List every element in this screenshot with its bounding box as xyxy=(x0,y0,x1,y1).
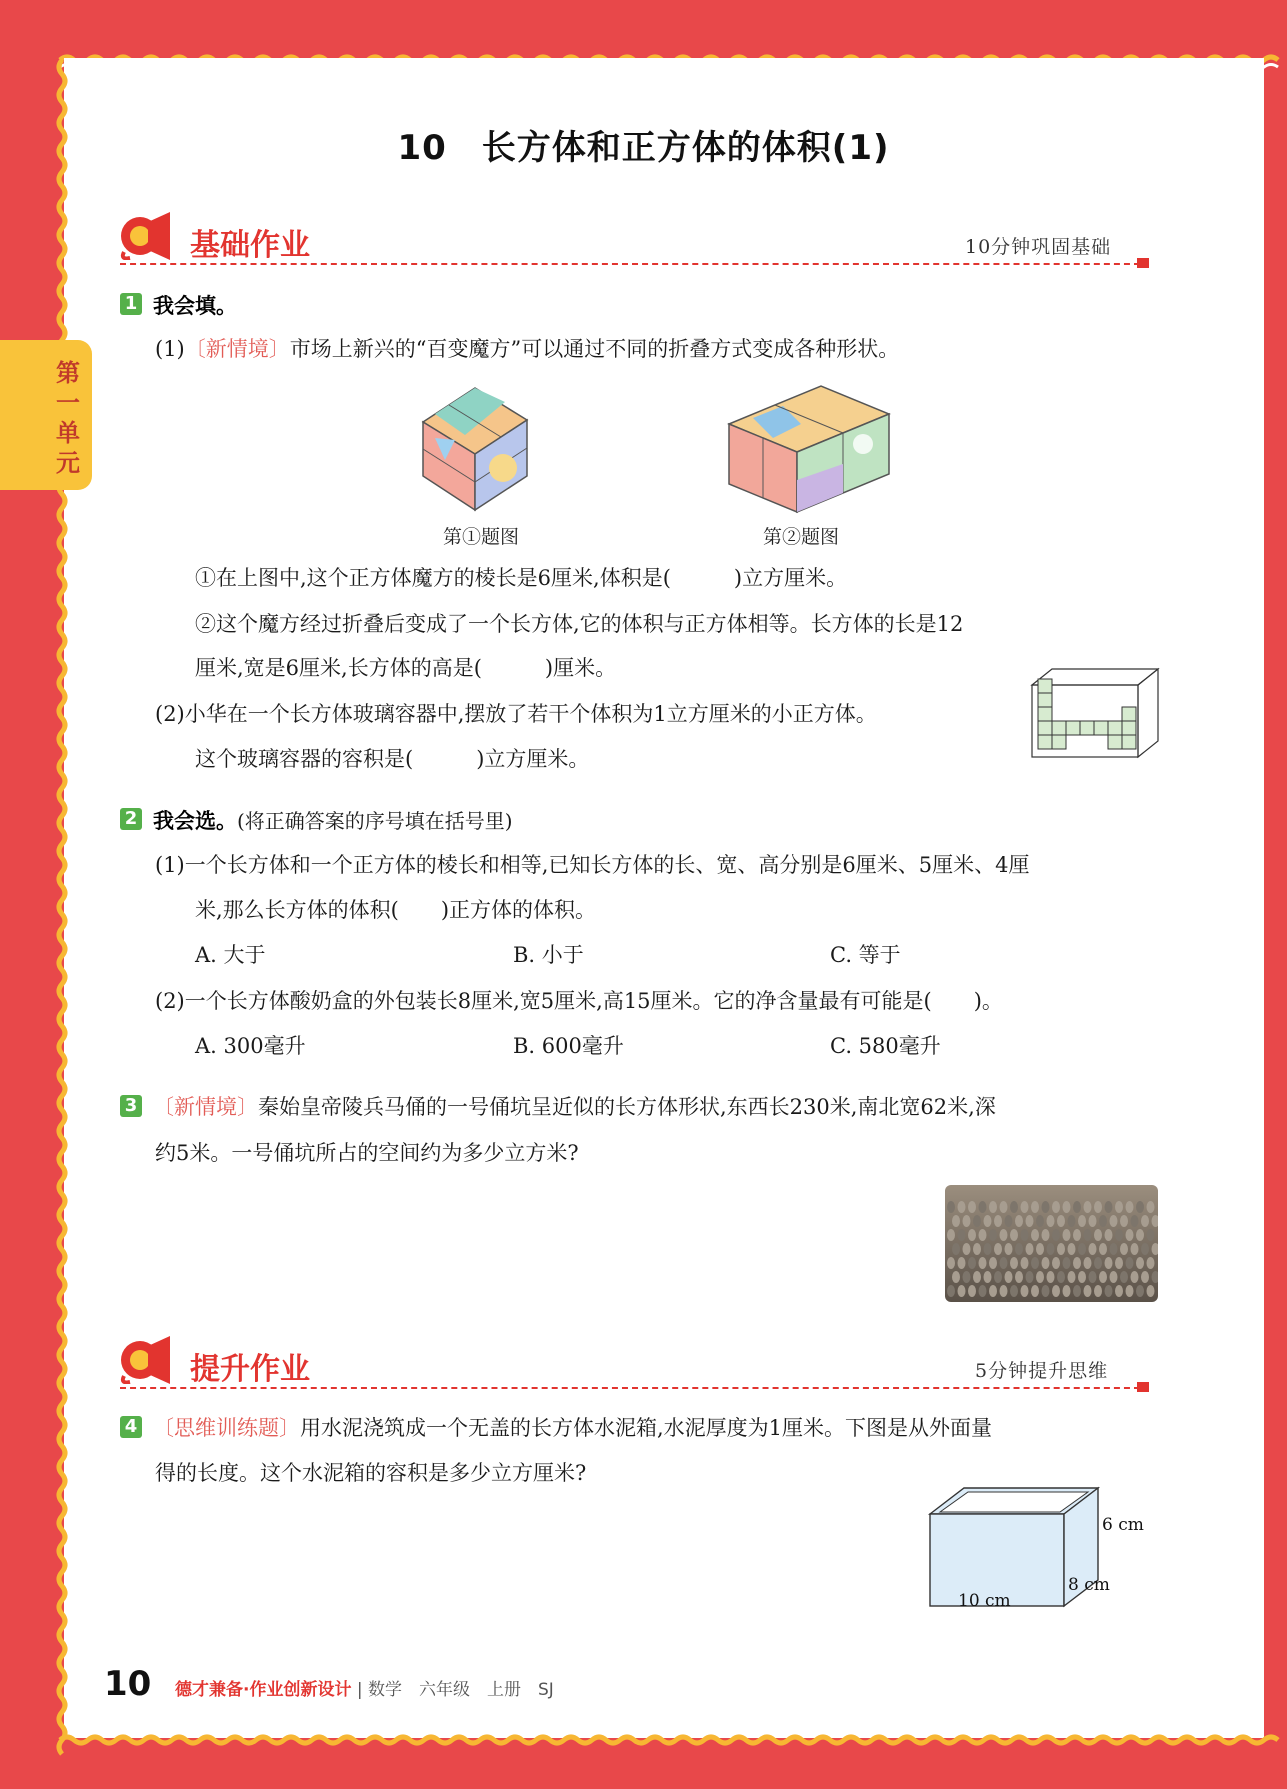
warrior-figure xyxy=(963,1271,971,1283)
footer-separator: | xyxy=(351,1680,369,1700)
warrior-figure xyxy=(1131,1243,1139,1255)
warrior-figure xyxy=(994,1243,1002,1255)
warrior-figure xyxy=(1052,1285,1060,1297)
warrior-figure xyxy=(1115,1257,1123,1269)
q1-part1-text: 市场上新兴的“百变魔方”可以通过不同的折叠方式变成各种形状。 xyxy=(289,337,900,361)
warrior-figure xyxy=(1099,1271,1107,1283)
warrior-figure xyxy=(1010,1285,1018,1297)
warrior-figure xyxy=(1057,1243,1065,1255)
warrior-figure xyxy=(1042,1201,1050,1213)
warrior-figure xyxy=(1068,1271,1076,1283)
advanced-section-divider xyxy=(120,1387,1140,1389)
warrior-figure xyxy=(1047,1215,1055,1227)
warrior-figure xyxy=(1136,1285,1144,1297)
warrior-figure xyxy=(1021,1229,1029,1241)
warrior-figure xyxy=(1126,1257,1134,1269)
warrior-figure xyxy=(1036,1215,1044,1227)
q2-label-note: (将正确答案的序号填在括号里) xyxy=(237,809,513,833)
warrior-figure xyxy=(1105,1229,1113,1241)
warrior-figure xyxy=(1141,1243,1149,1255)
unit-side-tab xyxy=(0,340,92,490)
divider-end-marker xyxy=(1137,1382,1149,1392)
advanced-section-note: 5分钟提升思维 xyxy=(975,1360,1109,1382)
warrior-figure xyxy=(1136,1229,1144,1241)
warrior-figure xyxy=(1120,1215,1128,1227)
warrior-figure xyxy=(1094,1201,1102,1213)
warrior-figure xyxy=(1073,1285,1081,1297)
warrior-figure xyxy=(979,1201,987,1213)
warrior-figure xyxy=(1094,1229,1102,1241)
warrior-figure xyxy=(1010,1201,1018,1213)
warrior-figure xyxy=(1073,1257,1081,1269)
warrior-figure xyxy=(1105,1201,1113,1213)
advanced-section-heading: 提升作业 xyxy=(190,1352,310,1387)
warrior-figure xyxy=(1094,1257,1102,1269)
warrior-figure xyxy=(1005,1215,1013,1227)
question-number-4: 4 xyxy=(120,1416,142,1438)
warrior-figure xyxy=(1099,1243,1107,1255)
warrior-figure xyxy=(1136,1257,1144,1269)
unit-side-tab-label: 第一单元 xyxy=(56,359,80,477)
warrior-figure xyxy=(1110,1243,1118,1255)
q1-part1-prefix: (1) xyxy=(155,337,185,361)
q2-heading xyxy=(153,805,513,836)
warrior-figure xyxy=(1000,1257,1008,1269)
warrior-figure xyxy=(1105,1257,1113,1269)
page-number: 10 xyxy=(104,1664,152,1704)
q2-part1-option-c: C. 等于 xyxy=(830,943,901,967)
warrior-figure xyxy=(1052,1229,1060,1241)
warrior-figure xyxy=(968,1257,976,1269)
warrior-figure xyxy=(1131,1215,1139,1227)
warrior-figure xyxy=(968,1201,976,1213)
warrior-figure xyxy=(1047,1243,1055,1255)
warrior-figure xyxy=(1000,1285,1008,1297)
box-length-label: 10 cm xyxy=(958,1591,1011,1611)
warrior-figure xyxy=(1110,1215,1118,1227)
q4-text-a-content: 用水泥浇筑成一个无盖的长方体水泥箱,水泥厚度为1厘米。下图是从外面量 xyxy=(300,1416,993,1440)
warrior-figure xyxy=(1084,1201,1092,1213)
warrior-figure xyxy=(952,1243,960,1255)
warrior-figure xyxy=(1031,1285,1039,1297)
warrior-figure xyxy=(1131,1271,1139,1283)
basic-section-heading: 基础作业 xyxy=(190,228,310,263)
warrior-figure xyxy=(1000,1229,1008,1241)
warrior-figure xyxy=(947,1201,955,1213)
warrior-figure xyxy=(1094,1285,1102,1297)
warrior-figure xyxy=(1120,1243,1128,1255)
warrior-figure xyxy=(1021,1257,1029,1269)
warrior-figure xyxy=(1026,1215,1034,1227)
warrior-figure xyxy=(952,1215,960,1227)
q1-subquestion-2b: 厘米,宽是6厘米,长方体的高是( )厘米。 xyxy=(195,656,617,680)
warrior-figure xyxy=(947,1285,955,1297)
cube-figure xyxy=(415,380,565,515)
warrior-figure xyxy=(1126,1201,1134,1213)
warrior-figure xyxy=(1084,1257,1092,1269)
warrior-figure xyxy=(1042,1285,1050,1297)
footer-book-info: 数学 六年级 上册 SJ xyxy=(368,1680,554,1700)
glass-container-figure xyxy=(1028,665,1163,760)
warrior-figure xyxy=(1068,1215,1076,1227)
warrior-figure xyxy=(952,1271,960,1283)
warrior-figure xyxy=(1147,1285,1155,1297)
warrior-figure xyxy=(1015,1243,1023,1255)
warrior-figure xyxy=(1141,1215,1149,1227)
q1-part2a: (2)小华在一个长方体玻璃容器中,摆放了若干个体积为1立方厘米的小正方体。 xyxy=(155,702,877,726)
warrior-figure xyxy=(1078,1271,1086,1283)
basic-section-note: 10分钟巩固基础 xyxy=(965,236,1112,258)
warrior-figure xyxy=(1063,1229,1071,1241)
warrior-figure xyxy=(1052,1201,1060,1213)
warrior-figure xyxy=(1141,1271,1149,1283)
page-title: 10 长方体和正方体的体积(1) xyxy=(397,128,890,168)
warrior-figure xyxy=(958,1285,966,1297)
cuboid-figure xyxy=(723,380,893,515)
warrior-figure xyxy=(1084,1285,1092,1297)
cement-box-figure xyxy=(920,1480,1150,1620)
warrior-figure xyxy=(989,1285,997,1297)
warrior-figure xyxy=(1047,1271,1055,1283)
q1-part1-tag: 〔新情境〕 xyxy=(184,337,290,361)
q2-part2-option-a: A. 300毫升 xyxy=(195,1034,306,1058)
warrior-figure xyxy=(1099,1215,1107,1227)
warrior-figure xyxy=(973,1215,981,1227)
warrior-figure xyxy=(1068,1243,1076,1255)
warrior-figure xyxy=(1005,1243,1013,1255)
q1-subquestion-2a: ②这个魔方经过折叠后变成了一个长方体,它的体积与正方体相等。长方体的长是12 xyxy=(195,612,964,636)
q2-part1-option-b: B. 小于 xyxy=(513,943,584,967)
warrior-figure xyxy=(1126,1229,1134,1241)
warrior-figure xyxy=(1147,1229,1155,1241)
warrior-figure xyxy=(1036,1271,1044,1283)
warrior-figure xyxy=(973,1271,981,1283)
warrior-figure xyxy=(989,1201,997,1213)
warrior-figure xyxy=(1010,1257,1018,1269)
warrior-figure xyxy=(1063,1201,1071,1213)
warrior-figure xyxy=(947,1229,955,1241)
footer-brand: 德才兼备·作业创新设计 xyxy=(175,1680,352,1700)
warrior-figure xyxy=(1089,1215,1097,1227)
q1-part1 xyxy=(155,334,899,364)
q2-part1a: (1)一个长方体和一个正方体的棱长和相等,已知长方体的长、宽、高分别是6厘米、5厘米、4厘 xyxy=(155,853,1030,877)
warrior-figure xyxy=(984,1215,992,1227)
warrior-figure xyxy=(989,1229,997,1241)
warrior-figure xyxy=(958,1257,966,1269)
warrior-figure xyxy=(1073,1201,1081,1213)
warrior-figure xyxy=(979,1229,987,1241)
warrior-figure xyxy=(989,1257,997,1269)
warrior-figure xyxy=(963,1215,971,1227)
warrior-figure xyxy=(1063,1257,1071,1269)
warrior-figure xyxy=(1078,1215,1086,1227)
divider-end-marker xyxy=(1137,258,1149,268)
q2-part2-option-c: C. 580毫升 xyxy=(830,1034,941,1058)
q2-part2: (2)一个长方体酸奶盒的外包装长8厘米,宽5厘米,高15厘米。它的净含量最有可能是( )。 xyxy=(155,989,1003,1013)
q4-text-b: 得的长度。这个水泥箱的容积是多少立方厘米? xyxy=(155,1461,587,1485)
question-number-1: 1 xyxy=(120,293,142,315)
warrior-figure xyxy=(1036,1243,1044,1255)
warrior-figure xyxy=(1147,1201,1155,1213)
figure2-caption: 第②题图 xyxy=(763,526,840,548)
warrior-figure xyxy=(1126,1285,1134,1297)
warrior-figure xyxy=(1084,1229,1092,1241)
warrior-figure xyxy=(1147,1257,1155,1269)
question-number-3: 3 xyxy=(120,1095,142,1117)
q3-tag: 〔新情境〕 xyxy=(153,1095,258,1119)
q4-text-a xyxy=(153,1413,992,1443)
warrior-figure xyxy=(1063,1285,1071,1297)
megaphone-icon xyxy=(118,1332,180,1384)
warrior-figure xyxy=(1110,1271,1118,1283)
q3-text-a-content: 秦始皇帝陵兵马俑的一号俑坑呈近似的长方体形状,东西长230米,南北宽62米,深 xyxy=(258,1095,996,1119)
question-number-2: 2 xyxy=(120,808,142,830)
q1-label: 我会填。 xyxy=(153,294,237,318)
warrior-figure xyxy=(1026,1271,1034,1283)
warrior-figure xyxy=(1042,1229,1050,1241)
q3-text-a xyxy=(153,1092,996,1122)
warrior-figure xyxy=(1115,1201,1123,1213)
warrior-figure xyxy=(1031,1229,1039,1241)
warrior-figure xyxy=(979,1285,987,1297)
q4-tag: 〔思维训练题〕 xyxy=(153,1416,300,1440)
warrior-figure xyxy=(1031,1201,1039,1213)
warrior-figure xyxy=(1073,1229,1081,1241)
q2-part1-option-a: A. 大于 xyxy=(195,943,266,967)
warrior-figure xyxy=(1026,1243,1034,1255)
warrior-figure xyxy=(979,1257,987,1269)
q1-subquestion-1: ①在上图中,这个正方体魔方的棱长是6厘米,体积是( )立方厘米。 xyxy=(195,566,848,590)
warrior-figure xyxy=(984,1243,992,1255)
warrior-figure xyxy=(1089,1271,1097,1283)
box-width-label: 8 cm xyxy=(1068,1575,1110,1595)
footer-text xyxy=(175,1675,554,1700)
warrior-figure xyxy=(984,1271,992,1283)
warrior-figure xyxy=(1136,1201,1144,1213)
q3-text-b: 约5米。一号俑坑所占的空间约为多少立方米? xyxy=(155,1141,579,1165)
box-height-label: 6 cm xyxy=(1102,1515,1144,1535)
warrior-figure xyxy=(973,1243,981,1255)
warrior-figure xyxy=(1057,1215,1065,1227)
warrior-figure xyxy=(1052,1257,1060,1269)
basic-section-divider xyxy=(120,263,1140,265)
warrior-figure xyxy=(1057,1271,1065,1283)
warrior-figure xyxy=(1031,1257,1039,1269)
warrior-figure xyxy=(947,1257,955,1269)
warrior-figure xyxy=(968,1285,976,1297)
warrior-figure xyxy=(1042,1257,1050,1269)
warrior-figure xyxy=(958,1229,966,1241)
warrior-figure xyxy=(963,1243,971,1255)
warrior-figure xyxy=(1120,1271,1128,1283)
warrior-figure xyxy=(1021,1201,1029,1213)
warrior-figure xyxy=(1089,1243,1097,1255)
warrior-figure xyxy=(1010,1229,1018,1241)
q2-part2-option-b: B. 600毫升 xyxy=(513,1034,624,1058)
warrior-figure xyxy=(1005,1271,1013,1283)
warrior-figure xyxy=(994,1215,1002,1227)
warrior-figure xyxy=(1105,1285,1113,1297)
q1-part2b: 这个玻璃容器的容积是( )立方厘米。 xyxy=(195,747,590,771)
megaphone-icon xyxy=(118,208,180,260)
warrior-figure xyxy=(1021,1285,1029,1297)
warrior-figure xyxy=(1015,1271,1023,1283)
terracotta-warriors-photo xyxy=(945,1185,1158,1302)
figure1-caption: 第①题图 xyxy=(443,526,520,548)
warrior-figure xyxy=(1000,1201,1008,1213)
warrior-figure xyxy=(994,1271,1002,1283)
q2-part1b: 米,那么长方体的体积( )正方体的体积。 xyxy=(195,898,597,922)
warrior-figure xyxy=(1115,1285,1123,1297)
warrior-figure xyxy=(1015,1215,1023,1227)
q2-label: 我会选。 xyxy=(153,809,237,833)
warrior-figure xyxy=(1078,1243,1086,1255)
warrior-figure xyxy=(958,1201,966,1213)
warrior-figure xyxy=(1115,1229,1123,1241)
warrior-figure xyxy=(968,1229,976,1241)
